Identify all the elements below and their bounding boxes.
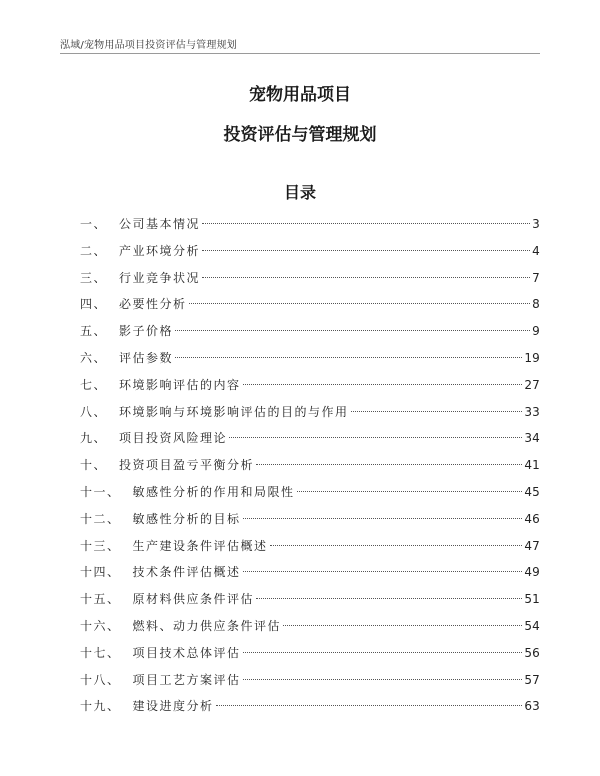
toc-dot-leader: [202, 223, 530, 224]
toc-entry[interactable]: [80, 238, 540, 265]
document-title-line1: 宠物用品项目: [249, 85, 351, 105]
toc-dot-leader: [256, 464, 522, 465]
header-divider: [60, 53, 540, 54]
toc-entry[interactable]: [80, 265, 540, 292]
toc-entry-label: 原材料供应条件评估: [132, 592, 255, 607]
toc-entry[interactable]: [80, 533, 540, 560]
toc-entry-label: 技术条件评估概述: [132, 565, 241, 580]
toc-entry-page-number: 46: [524, 511, 540, 526]
toc-entry-label: 敏感性分析的作用和局限性: [132, 484, 295, 499]
toc-dot-leader: [351, 411, 523, 412]
toc-entry-label: 项目投资风险理论: [119, 431, 228, 446]
toc-entry-page-number: 47: [524, 538, 540, 553]
toc-entry-page-number: 56: [524, 645, 540, 660]
toc-entry-page-number: 51: [524, 592, 540, 607]
toc-dot-leader: [243, 652, 523, 653]
toc-dot-leader: [175, 357, 522, 358]
toc-entry-label: 公司基本情况: [119, 217, 201, 231]
toc-entry[interactable]: [80, 291, 540, 318]
table-of-contents: [80, 211, 540, 720]
toc-dot-leader: [243, 518, 523, 519]
toc-entry-page-number: 57: [524, 672, 540, 687]
toc-entry-number: 六、: [80, 350, 108, 365]
toc-dot-leader: [202, 277, 530, 278]
toc-entry-label: 燃料、动力供应条件评估: [132, 618, 282, 633]
toc-entry-number: 十、: [80, 458, 108, 473]
toc-entry-page-number: 19: [524, 350, 540, 365]
toc-entry[interactable]: [80, 479, 540, 506]
toc-entry[interactable]: [80, 613, 540, 640]
toc-entry[interactable]: [80, 667, 540, 694]
toc-dot-leader: [202, 250, 530, 251]
document-title-line2: 投资评估与管理规划: [223, 125, 377, 145]
toc-entry[interactable]: [80, 345, 540, 372]
toc-entry-label: 环境影响与环境影响评估的目的与作用: [119, 404, 349, 419]
toc-entry-page-number: 63: [524, 699, 540, 714]
toc-entry-label: 产业环境分析: [119, 243, 201, 258]
toc-entry[interactable]: [80, 452, 540, 479]
toc-dot-leader: [243, 384, 523, 385]
toc-entry[interactable]: [80, 318, 540, 345]
toc-dot-leader: [270, 545, 523, 546]
toc-entry-page-number: 7: [532, 270, 540, 285]
toc-entry-label: 影子价格: [119, 324, 174, 339]
toc-entry[interactable]: [80, 425, 540, 452]
running-header: 泓域/宠物用品项目投资评估与管理规划: [60, 40, 237, 51]
toc-entry[interactable]: [80, 211, 540, 238]
toc-entry-number: 二、: [80, 243, 108, 258]
toc-entry-page-number: 4: [532, 243, 540, 258]
toc-entry-number: 七、: [80, 377, 108, 392]
toc-entry-number: 十四、: [80, 565, 121, 580]
toc-entry-label: 必要性分析: [119, 297, 187, 312]
toc-entry-number: 八、: [80, 404, 108, 419]
toc-entry-label: 投资项目盈亏平衡分析: [119, 458, 255, 473]
toc-entry-number: 十二、: [80, 511, 121, 526]
toc-entry[interactable]: [80, 559, 540, 586]
toc-entry-label: 评估参数: [119, 350, 174, 365]
toc-entry-number: 五、: [80, 324, 108, 339]
toc-dot-leader: [283, 625, 522, 626]
toc-entry[interactable]: [80, 372, 540, 399]
toc-entry[interactable]: [80, 640, 540, 667]
toc-entry-page-number: 54: [524, 618, 540, 633]
toc-entry-label: 项目技术总体评估: [132, 645, 241, 660]
toc-entry[interactable]: [80, 506, 540, 533]
toc-entry-number: 十五、: [80, 592, 121, 607]
toc-entry-label: 行业竞争状况: [119, 270, 201, 285]
toc-entry-number: 一、: [80, 217, 108, 231]
toc-entry-page-number: 8: [532, 297, 540, 312]
toc-entry-number: 十六、: [80, 618, 121, 633]
toc-entry-page-number: 9: [532, 324, 540, 339]
toc-dot-leader: [256, 598, 522, 599]
toc-entry-page-number: 45: [524, 484, 540, 499]
toc-entry-label: 敏感性分析的目标: [132, 511, 241, 526]
toc-entry-page-number: 27: [524, 377, 540, 392]
toc-entry-number: 十七、: [80, 645, 121, 660]
toc-entry-number: 十八、: [80, 672, 121, 687]
toc-entry-number: 十九、: [80, 699, 121, 714]
toc-dot-leader: [216, 705, 523, 706]
toc-entry-page-number: 41: [524, 458, 540, 473]
toc-entry-page-number: 49: [524, 565, 540, 580]
toc-dot-leader: [243, 571, 523, 572]
toc-entry-page-number: 34: [524, 431, 540, 446]
toc-entry-label: 环境影响评估的内容: [119, 377, 241, 392]
toc-entry[interactable]: [80, 399, 540, 426]
toc-entry-label: 生产建设条件评估概述: [132, 538, 268, 553]
toc-heading: 目录: [283, 183, 316, 202]
toc-entry-page-number: 3: [532, 217, 540, 231]
toc-entry-label: 项目工艺方案评估: [132, 672, 241, 687]
toc-dot-leader: [175, 330, 530, 331]
toc-entry-page-number: 33: [524, 404, 540, 419]
toc-entry-number: 十三、: [80, 538, 121, 553]
toc-entry-number: 九、: [80, 431, 108, 446]
toc-dot-leader: [243, 679, 523, 680]
toc-dot-leader: [297, 491, 523, 492]
toc-entry-number: 三、: [80, 270, 108, 285]
toc-entry-number: 四、: [80, 297, 108, 312]
toc-dot-leader: [229, 437, 522, 438]
toc-entry[interactable]: [80, 586, 540, 613]
toc-entry-label: 建设进度分析: [132, 699, 214, 714]
toc-entry-number: 十一、: [80, 484, 121, 499]
toc-entry[interactable]: [80, 693, 540, 720]
toc-dot-leader: [189, 303, 531, 304]
